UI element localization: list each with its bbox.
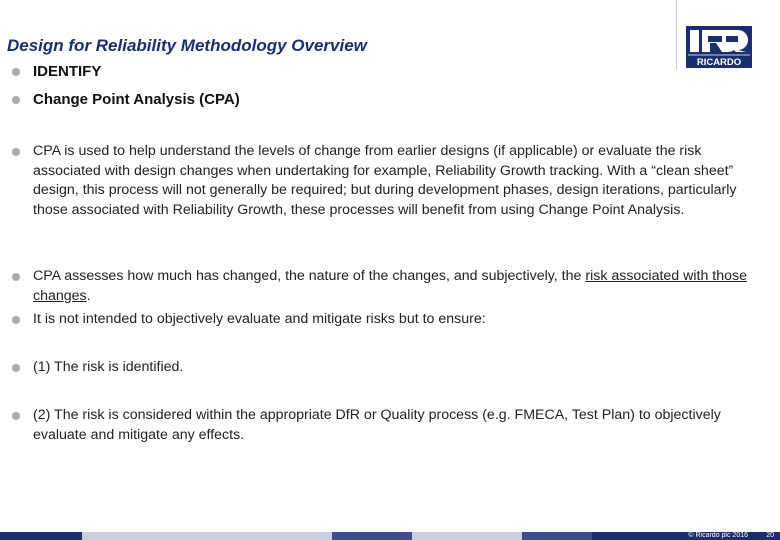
- header-divider: [676, 0, 677, 70]
- bullet-risk-identified: (1) The risk is identified.: [33, 358, 750, 378]
- footer-bar: [0, 532, 780, 540]
- bullet-risk-considered: (2) The risk is considered within the appropriate DfR or Quality process (e.g. FMECA, Test Plan) to objectively evaluate and mitigate any effects.: [33, 406, 750, 445]
- bullet-not-intended: It is not intended to objectively evaluate and mitigate risks but to ensure:: [33, 310, 750, 330]
- bullet-dot: [12, 364, 20, 372]
- bullet-cpa-description: CPA is used to help understand the levels of change from earlier designs (if applicable) or evaluate the risk associated with design changes when undertaking for example, Reliability Growth tracking. With a “clean sheet” design, this process will not generally be required; but during development phases, design iterations, particularly those associated with Reliability Growth, these processes will benefit from using Change Point Analysis.: [33, 142, 750, 220]
- bullet-identify: IDENTIFY: [33, 62, 750, 82]
- bullet-dot: [12, 68, 20, 76]
- bullet-dot: [12, 96, 20, 104]
- bullet-cpa-assesses: CPA assesses how much has changed, the nature of the changes, and subjectively, the risk associated with those changes.: [33, 267, 750, 306]
- page-number: 20: [766, 532, 774, 539]
- bullet-dot: [12, 412, 20, 420]
- risk-link[interactable]: risk associated with those changes: [33, 268, 747, 304]
- footer-copyright: © Ricardo plc 2016: [688, 532, 748, 539]
- svg-text:RICARDO: RICARDO: [696, 57, 742, 68]
- bullet-dot: [12, 148, 20, 156]
- slide-title: Design for Reliability Methodology Overview: [7, 36, 367, 55]
- bullet-dot: [12, 316, 20, 324]
- bullet-dot: [12, 273, 20, 281]
- bullet-cpa-heading: Change Point Analysis (CPA): [33, 90, 750, 110]
